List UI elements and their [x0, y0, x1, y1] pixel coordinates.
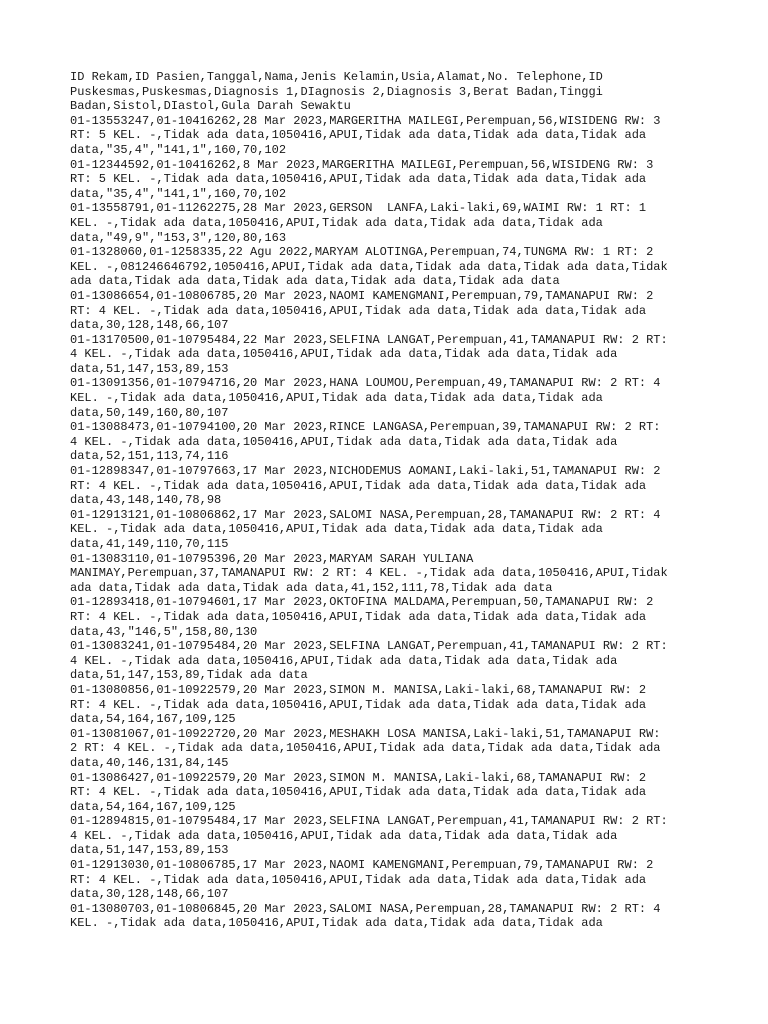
csv-record-line: KEL. -,Tidak ada data,1050416,APUI,Tidak ada data,Tidak ada data,Tidak ada: [70, 215, 603, 230]
csv-record-line: 01-13088473,01-10794100,20 Mar 2023,RINCE LANGASA,Perempuan,39,TAMANAPUI RW: 2 RT:: [70, 420, 661, 435]
csv-record-line: RT: 4 KEL. -,Tidak ada data,1050416,APUI,Tidak ada data,Tidak ada data,Tidak ada: [70, 478, 647, 493]
csv-record-line: KEL. -,Tidak ada data,1050416,APUI,Tidak ada data,Tidak ada data,Tidak ada: [70, 522, 603, 537]
csv-record-line: data,41,149,110,70,115: [70, 537, 229, 551]
csv-record-line: MANIMAY,Perempuan,37,TAMANAPUI RW: 2 RT: 4 KEL. -,Tidak ada data,1050416,APUI,Tidak: [70, 566, 668, 581]
csv-document-page: [70, 70, 706, 931]
csv-record-line: 01-13091356,01-10794716,20 Mar 2023,HANA LOUMOU,Perempuan,49,TAMANAPUI RW: 2 RT: 4: [70, 376, 661, 391]
csv-record-line: data,51,147,153,89,Tidak ada data: [70, 668, 308, 683]
csv-header-line: Puskesmas,Puskesmas,Diagnosis 1,DIagnosis 2,Diagnosis 3,Berat Badan,Tinggi: [70, 84, 603, 99]
csv-record-line: 01-13081067,01-10922720,20 Mar 2023,MESHAKH LOSA MANISA,Laki-laki,51,TAMANAPUI RW:: [70, 726, 661, 741]
csv-record-line: data,52,151,113,74,116: [70, 449, 229, 464]
csv-record-line: RT: 5 KEL. -,Tidak ada data,1050416,APUI,Tidak ada data,Tidak ada data,Tidak ada: [70, 172, 647, 187]
csv-record-line: 01-1328060,01-1258335,22 Agu 2022,MARYAM ALOTINGA,Perempuan,74,TUNGMA RW: 1 RT: 2: [70, 245, 654, 260]
csv-record-line: 4 KEL. -,Tidak ada data,1050416,APUI,Tidak ada data,Tidak ada data,Tidak ada: [70, 653, 618, 668]
csv-record-line: 01-13083241,01-10795484,20 Mar 2023,SELFINA LANGAT,Perempuan,41,TAMANAPUI RW: 2 RT:: [70, 639, 668, 654]
csv-record-line: ada data,Tidak ada data,Tidak ada data,41,152,111,78,Tidak ada data: [70, 580, 553, 595]
csv-record-line: KEL. -,081246646792,1050416,APUI,Tidak ada data,Tidak ada data,Tidak ada data,Tidak: [70, 259, 668, 274]
csv-record-line: data,54,164,167,109,125: [70, 799, 236, 814]
csv-record-line: RT: 4 KEL. -,Tidak ada data,1050416,APUI,Tidak ada data,Tidak ada data,Tidak ada: [70, 609, 647, 624]
csv-record-line: 01-13080703,01-10806845,20 Mar 2023,SALOMI NASA,Perempuan,28,TAMANAPUI RW: 2 RT: 4: [70, 901, 661, 916]
csv-record-line: RT: 4 KEL. -,Tidak ada data,1050416,APUI,Tidak ada data,Tidak ada data,Tidak ada: [70, 303, 647, 318]
csv-header-line: ID Rekam,ID Pasien,Tanggal,Nama,Jenis Kelamin,Usia,Alamat,No. Telephone,ID: [70, 70, 603, 84]
csv-record-line: 01-12913121,01-10806862,17 Mar 2023,SALOMI NASA,Perempuan,28,TAMANAPUI RW: 2 RT: 4: [70, 507, 661, 522]
csv-record-line: data,40,146,131,84,145: [70, 755, 229, 770]
csv-record-line: data,51,147,153,89,153: [70, 361, 229, 376]
csv-record-line: KEL. -,Tidak ada data,1050416,APUI,Tidak ada data,Tidak ada data,Tidak ada: [70, 916, 603, 931]
csv-record-line: 01-12913030,01-10806785,17 Mar 2023,NAOMI KAMENGMANI,Perempuan,79,TAMANAPUI RW: 2: [70, 858, 654, 873]
csv-record-line: 01-12893418,01-10794601,17 Mar 2023,OKTOFINA MALDAMA,Perempuan,50,TAMANAPUI RW: 2: [70, 595, 654, 610]
csv-record-line: data,43,148,140,78,98: [70, 493, 222, 508]
csv-record-line: KEL. -,Tidak ada data,1050416,APUI,Tidak ada data,Tidak ada data,Tidak ada: [70, 391, 603, 406]
csv-record-line: 01-13080856,01-10922579,20 Mar 2023,SIMON M. MANISA,Laki-laki,68,TAMANAPUI RW: 2: [70, 682, 647, 697]
csv-record-line: data,54,164,167,109,125: [70, 712, 236, 727]
csv-record-line: 01-13553247,01-10416262,28 Mar 2023,MARGERITHA MAILEGI,Perempuan,56,WISIDENG RW: 3: [70, 113, 661, 128]
csv-record-line: RT: 4 KEL. -,Tidak ada data,1050416,APUI,Tidak ada data,Tidak ada data,Tidak ada: [70, 697, 647, 712]
csv-record-line: 4 KEL. -,Tidak ada data,1050416,APUI,Tidak ada data,Tidak ada data,Tidak ada: [70, 434, 618, 449]
csv-record-line: 01-13086427,01-10922579,20 Mar 2023,SIMON M. MANISA,Laki-laki,68,TAMANAPUI RW: 2: [70, 770, 647, 785]
csv-record-line: 01-13170500,01-10795484,22 Mar 2023,SELFINA LANGAT,Perempuan,41,TAMANAPUI RW: 2 RT:: [70, 332, 668, 347]
csv-record-line: RT: 4 KEL. -,Tidak ada data,1050416,APUI,Tidak ada data,Tidak ada data,Tidak ada: [70, 785, 647, 800]
csv-record-line: 01-13083110,01-10795396,20 Mar 2023,MARYAM SARAH YULIANA: [70, 551, 474, 566]
csv-record-line: 01-13086654,01-10806785,20 Mar 2023,NAOMI KAMENGMANI,Perempuan,79,TAMANAPUI RW: 2: [70, 288, 654, 303]
csv-record-line: data,"35,4","141,1",160,70,102: [70, 186, 287, 201]
csv-record-line: RT: 5 KEL. -,Tidak ada data,1050416,APUI,Tidak ada data,Tidak ada data,Tidak ada: [70, 128, 647, 143]
csv-record-line: data,"49,9","153,3",120,80,163: [70, 230, 287, 245]
csv-record-line: data,50,149,160,80,107: [70, 405, 229, 420]
csv-record-line: 4 KEL. -,Tidak ada data,1050416,APUI,Tidak ada data,Tidak ada data,Tidak ada: [70, 347, 618, 362]
csv-record-line: 01-12898347,01-10797663,17 Mar 2023,NICHODEMUS AOMANI,Laki-laki,51,TAMANAPUI RW: 2: [70, 464, 661, 479]
csv-record-line: data,43,"146,5",158,80,130: [70, 624, 258, 639]
csv-record-line: data,"35,4","141,1",160,70,102: [70, 142, 287, 157]
csv-record-line: data,30,128,148,66,107: [70, 318, 229, 333]
csv-header-line: Badan,Sistol,DIastol,Gula Darah Sewaktu: [70, 99, 351, 114]
csv-record-line: 4 KEL. -,Tidak ada data,1050416,APUI,Tidak ada data,Tidak ada data,Tidak ada: [70, 828, 618, 843]
csv-record-line: 2 RT: 4 KEL. -,Tidak ada data,1050416,APUI,Tidak ada data,Tidak ada data,Tidak ada: [70, 741, 661, 756]
csv-record-line: 01-12894815,01-10795484,17 Mar 2023,SELFINA LANGAT,Perempuan,41,TAMANAPUI RW: 2 RT:: [70, 814, 668, 829]
csv-record-line: RT: 4 KEL. -,Tidak ada data,1050416,APUI,Tidak ada data,Tidak ada data,Tidak ada: [70, 872, 647, 887]
csv-record-line: data,51,147,153,89,153: [70, 843, 229, 858]
csv-record-line: 01-12344592,01-10416262,8 Mar 2023,MARGERITHA MAILEGI,Perempuan,56,WISIDENG RW: 3: [70, 157, 654, 172]
csv-record-line: data,30,128,148,66,107: [70, 887, 229, 902]
csv-record-line: ada data,Tidak ada data,Tidak ada data,Tidak ada data,Tidak ada data: [70, 274, 560, 289]
csv-text-body: [70, 70, 706, 931]
csv-record-line: 01-13558791,01-11262275,28 Mar 2023,GERSON LANFA,Laki-laki,69,WAIMI RW: 1 RT: 1: [70, 201, 647, 216]
